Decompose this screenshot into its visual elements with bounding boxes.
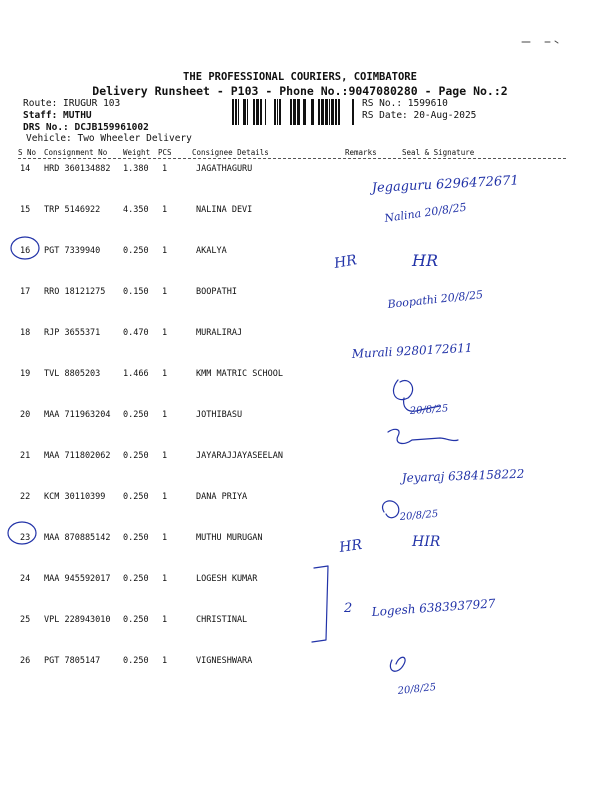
cell-weight: 0.250 <box>123 410 149 420</box>
cell-cons: TVL 8805203 <box>44 369 101 379</box>
cell-weight: 4.350 <box>123 205 149 215</box>
cell-weight: 0.470 <box>123 328 149 338</box>
cell-sno: 25 <box>20 615 31 625</box>
cell-weight: 1.466 <box>123 369 149 379</box>
cell-name: NALINA DEVI <box>196 205 253 215</box>
col-consignee: Consignee Details <box>192 148 269 157</box>
col-sno: S No <box>18 148 37 157</box>
drs-label: DRS No.: DCJB159961002 <box>23 122 149 133</box>
cell-name: MURALIRAJ <box>196 328 243 338</box>
cell-sno: 21 <box>20 451 31 461</box>
rs-date-label: RS Date: 20-Aug-2025 <box>362 110 477 121</box>
company-title: THE PROFESSIONAL COURIERS, COIMBATORE <box>183 71 417 83</box>
cell-pcs: 1 <box>162 369 168 379</box>
cell-weight: 0.250 <box>123 492 149 502</box>
cell-sno: 24 <box>20 574 31 584</box>
cell-cons: MAA 711963204 <box>44 410 111 420</box>
cell-weight: 0.250 <box>123 246 149 256</box>
col-weight: Weight <box>123 148 151 157</box>
signature-23: 20/8/25 <box>399 508 439 523</box>
cell-pcs: 1 <box>162 533 168 543</box>
cell-name: LOGESH KUMAR <box>196 574 258 584</box>
circle-mark-16-icon <box>11 237 39 259</box>
staff-label: Staff: MUTHU <box>23 110 92 121</box>
cell-sno: 16 <box>20 246 31 256</box>
col-seal-signature: Seal & Signature <box>402 148 475 157</box>
cell-name: KMM MATRIC SCHOOL <box>196 369 283 379</box>
cell-cons: RRO 18121275 <box>44 287 106 297</box>
cell-weight: 0.250 <box>123 615 149 625</box>
cell-pcs: 1 <box>162 615 168 625</box>
cell-name: AKALYA <box>196 246 227 256</box>
cell-pcs: 1 <box>162 656 168 666</box>
cell-weight: 0.250 <box>123 533 149 543</box>
signature-23b: HIR <box>412 534 441 550</box>
cell-cons: PGT 7339940 <box>44 246 101 256</box>
cell-sno: 15 <box>20 205 31 215</box>
runsheet-title: Delivery Runsheet - P103 - Phone No.:9047080280 - Page No.:2 <box>92 84 508 98</box>
signature-15: Nalina 20/8/25 <box>383 200 468 225</box>
remark-25: 2 <box>344 601 353 616</box>
circle-mark-23-icon <box>8 522 36 544</box>
cell-sno: 26 <box>20 656 31 666</box>
signature-25: Logesh 6383937927 <box>371 596 496 619</box>
cell-cons: PGT 7805147 <box>44 656 101 666</box>
cell-pcs: 1 <box>162 246 168 256</box>
remark-23: HR <box>338 536 364 556</box>
signature-18: Murali 9280172611 <box>351 340 473 361</box>
cell-name: BOOPATHI <box>196 287 237 297</box>
signature-22: Jeyaraj 6384158222 <box>401 466 525 485</box>
scan-mark-icon <box>522 41 558 43</box>
vehicle-label: Vehicle: Two Wheeler Delivery <box>26 133 192 144</box>
cell-pcs: 1 <box>162 205 168 215</box>
cell-sno: 14 <box>20 164 31 174</box>
cell-pcs: 1 <box>162 451 168 461</box>
signature-17: Boopathi 20/8/25 <box>386 288 484 311</box>
cell-sno: 17 <box>20 287 31 297</box>
cell-name: JAGATHAGURU <box>196 164 253 174</box>
cell-pcs: 1 <box>162 410 168 420</box>
cell-weight: 0.250 <box>123 656 149 666</box>
cell-cons: MAA 870885142 <box>44 533 111 543</box>
cell-name: VIGNESHWARA <box>196 656 253 666</box>
cell-name: MUTHU MURUGAN <box>196 533 263 543</box>
signature-26: 20/8/25 <box>397 682 437 697</box>
cell-sno: 19 <box>20 369 31 379</box>
cell-weight: 0.150 <box>123 287 149 297</box>
signature-20: 20/8/25 <box>409 403 449 417</box>
cell-cons: VPL 228943010 <box>44 615 111 625</box>
cell-pcs: 1 <box>162 574 168 584</box>
cell-cons: KCM 30110399 <box>44 492 106 502</box>
signature-26-icon <box>390 657 405 671</box>
cell-name: JAYARAJJAYASEELAN <box>196 451 283 461</box>
cell-weight: 0.250 <box>123 574 149 584</box>
signature-16: HR <box>412 251 438 270</box>
cell-cons: TRP 5146922 <box>44 205 101 215</box>
cell-weight: 0.250 <box>123 451 149 461</box>
col-pcs: PCS <box>158 148 172 157</box>
cell-pcs: 1 <box>162 492 168 502</box>
cell-name: JOTHIBASU <box>196 410 243 420</box>
cell-name: CHRISTINAL <box>196 615 248 625</box>
cell-weight: 1.380 <box>123 164 149 174</box>
signature-23-icon <box>383 501 399 518</box>
cell-name: DANA PRIYA <box>196 492 248 502</box>
rs-no-label: RS No.: 1599610 <box>362 98 448 109</box>
remark-16: HR <box>332 252 359 272</box>
cell-pcs: 1 <box>162 164 168 174</box>
cell-pcs: 1 <box>162 287 168 297</box>
bracket-mark-icon <box>312 566 328 642</box>
cell-sno: 18 <box>20 328 31 338</box>
signature-14: Jegaguru 6296472671 <box>371 173 520 196</box>
col-consignment: Consignment No <box>44 148 108 157</box>
cell-cons: MAA 711802062 <box>44 451 111 461</box>
cell-cons: RJP 3655371 <box>44 328 101 338</box>
col-remarks: Remarks <box>345 148 377 157</box>
route-label: Route: IRUGUR 103 <box>23 98 121 109</box>
cell-cons: MAA 945592017 <box>44 574 111 584</box>
cell-sno: 22 <box>20 492 31 502</box>
cell-sno: 23 <box>20 533 31 543</box>
signature-21-icon <box>388 429 458 443</box>
cell-pcs: 1 <box>162 328 168 338</box>
cell-cons: HRD 360134882 <box>44 164 111 174</box>
cell-sno: 20 <box>20 410 31 420</box>
